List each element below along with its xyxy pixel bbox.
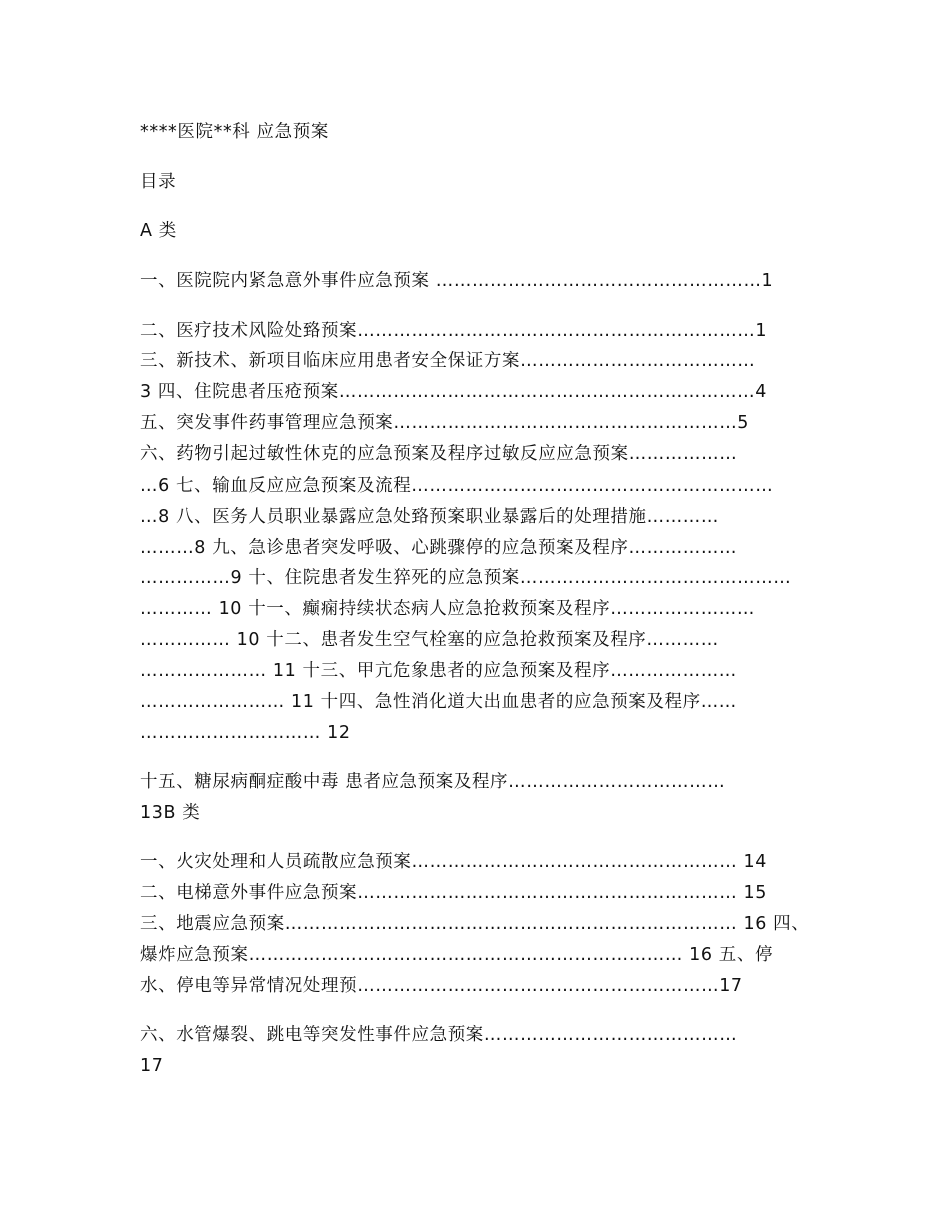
toc-line: …8 八、医务人员职业暴露应急处臵预案职业暴露后的处理措施…………	[140, 507, 719, 527]
toc-line: 三、新技术、新项目临床应用患者安全保证方案…………………………………	[140, 351, 756, 371]
toc-line: 十五、糖尿病酮症酸中毒 患者应急预案及程序………………………………	[140, 772, 726, 792]
toc-line: 六、药物引起过敏性休克的应急预案及程序过敏反应应急预案………………	[140, 444, 738, 464]
toc-heading: 目录	[140, 172, 177, 192]
toc-line: 六、水管爆裂、跳电等突发性事件应急预案……………………………………	[140, 1025, 738, 1045]
toc-line: 五、突发事件药事管理应急预案…………………………………………………5	[140, 413, 750, 433]
document-title: ****医院**科 应急预案	[140, 122, 329, 142]
toc-line: 爆炸应急预案……………………………………………………………… 16 五、停	[140, 945, 774, 965]
toc-line: ………8 九、急诊患者突发呼吸、心跳骤停的应急预案及程序………………	[140, 538, 738, 558]
toc-line: 三、地震应急预案………………………………………………………………… 16 四、	[140, 914, 810, 934]
toc-line: 一、医院院内紧急意外事件应急预案 ………………………………………………1	[140, 271, 774, 291]
toc-line: …………… 10 十二、患者发生空气栓塞的应急抢救预案及程序…………	[140, 630, 719, 650]
toc-line: 水、停电等异常情况处理预……………………………………………………17	[140, 976, 743, 996]
toc-line: 二、电梯意外事件应急预案……………………………………………………… 15	[140, 883, 767, 903]
toc-line: 3 四、住院患者压疮预案……………………………………………………………4	[140, 382, 767, 402]
toc-line: ………………………… 12	[140, 723, 351, 743]
category-a-heading: A 类	[140, 221, 177, 241]
toc-line: ………… 10 十一、癫痫持续状态病人应急抢救预案及程序……………………	[140, 599, 755, 619]
category-b-heading: 13B 类	[140, 803, 201, 823]
toc-line: 二、医疗技术风险处臵预案…………………………………………………………1	[140, 321, 768, 341]
toc-line: …………………… 11 十四、急性消化道大出血患者的应急预案及程序……	[140, 692, 737, 712]
toc-line: 一、火灾处理和人员疏散应急预案……………………………………………… 14	[140, 852, 767, 872]
toc-line: 17	[140, 1056, 164, 1076]
toc-line: …6 七、输血反应应急预案及流程……………………………………………………	[140, 476, 774, 496]
toc-line: ………………… 11 十三、甲亢危象患者的应急预案及程序…………………	[140, 661, 737, 681]
toc-line: ……………9 十、住院患者发生猝死的应急预案………………………………………	[140, 568, 792, 588]
